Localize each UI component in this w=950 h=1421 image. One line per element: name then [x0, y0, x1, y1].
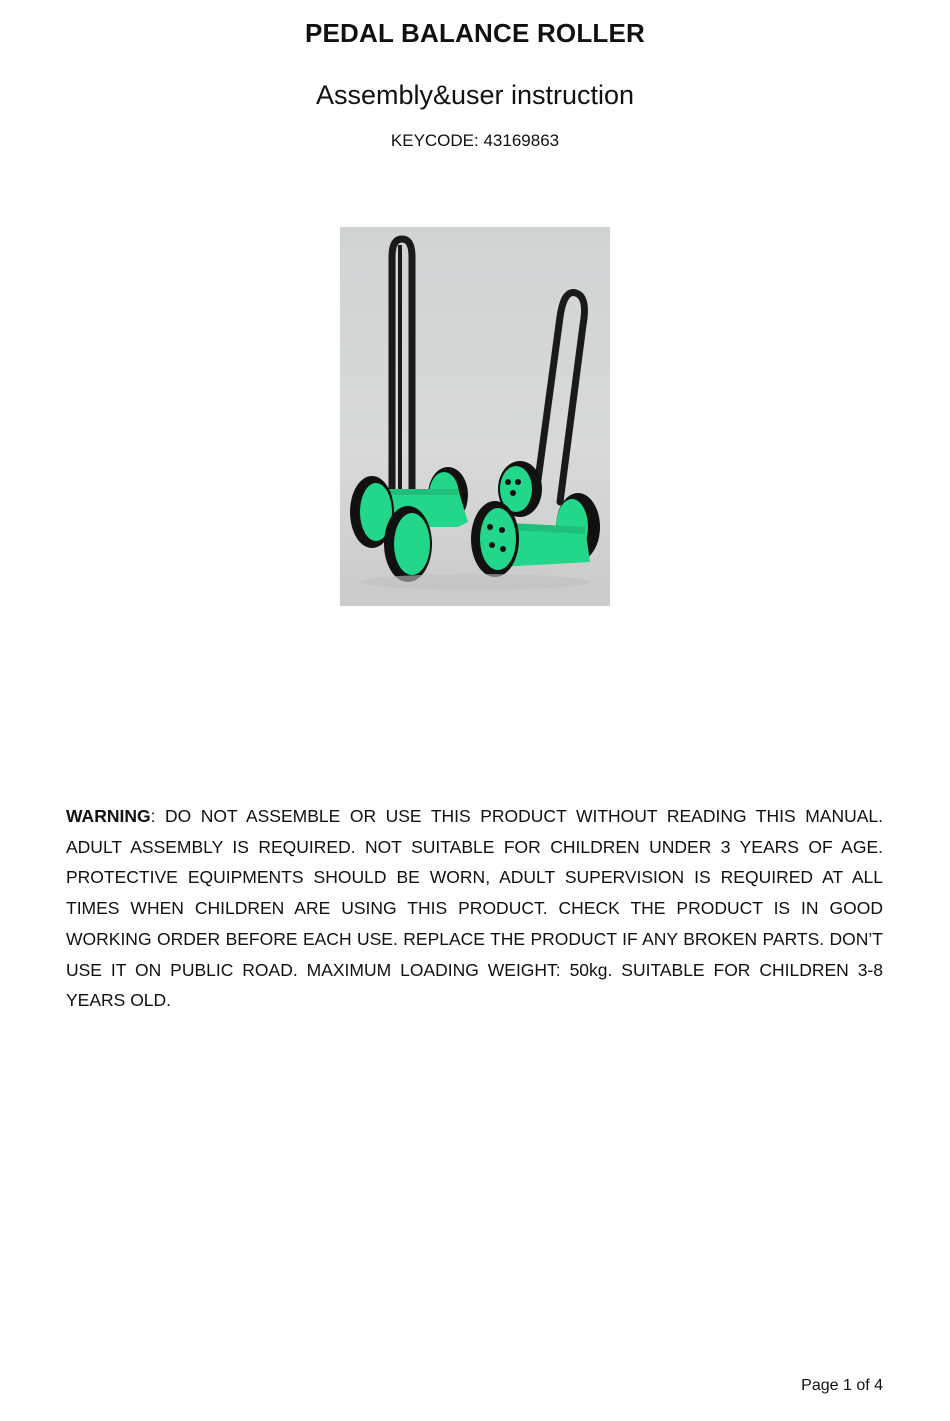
product-photo — [340, 227, 610, 606]
warning-text: : DO NOT ASSEMBLE OR USE THIS PRODUCT WITHOUT READING THIS MANUAL. ADULT ASSEMBLY IS REQUIRED. NOT SUITABLE FOR CHILDREN UNDER 3 YEARS OF AGE. PROTECTIVE EQUIPMENTS SHOULD BE WORN, ADULT SUPERVISION IS REQUIRED AT ALL TIMES WHEN CHILDREN ARE USING THIS PRODUCT. CHECK THE PRODUCT IS IN GOOD WORKING ORDER BEFORE EACH USE. REPLACE THE PRODUCT IF ANY BROKEN PARTS. DON’T USE IT ON PUBLIC ROAD. MAXIMUM LOADING WEIGHT: 50kg. SUITABLE FOR CHILDREN 3-8 YEARS OLD. — [66, 806, 883, 1011]
document-subtitle: Assembly&user instruction — [315, 80, 635, 110]
keycode-label: KEYCODE: 43169863 — [390, 131, 560, 150]
document-title: PEDAL BALANCE ROLLER — [304, 18, 646, 48]
warning-paragraph — [66, 801, 883, 1016]
warning-label: WARNING — [66, 806, 151, 826]
page-number: Page 1 of 4 — [801, 1377, 883, 1394]
